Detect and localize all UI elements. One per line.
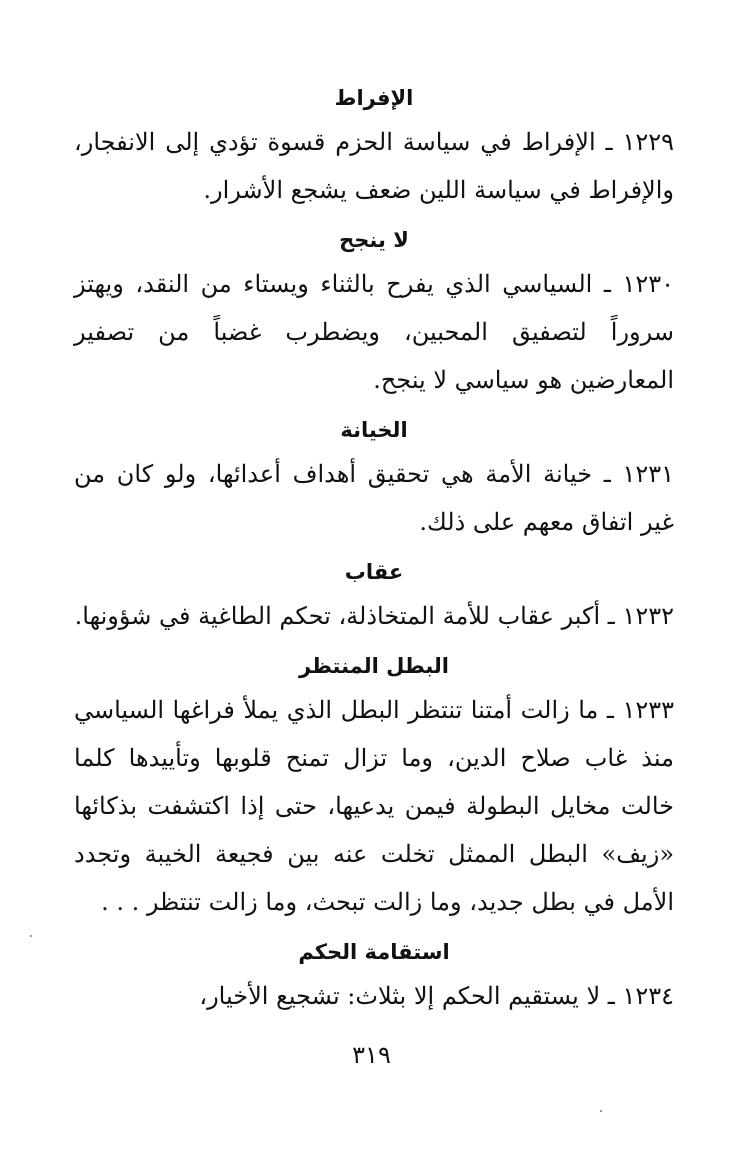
scan-speck — [600, 1110, 602, 1112]
section-iqab — [74, 552, 674, 640]
section-khiyana — [74, 410, 674, 546]
scan-speck — [30, 935, 32, 937]
section-heading: استقامة الحكم — [298, 940, 450, 964]
entry-1234: ١٢٣٤ ـ لا يستقيم الحكم إلا بثلاث: تشجيع الأخيار، — [199, 982, 674, 1010]
entry-1233: ١٢٣٣ ـ ما زالت أمتنا تنتظر البطل الذي يملأ فراغها السياسي منذ غاب صلاح الدين، وما تزال تمنح قلوبها وتأييدها كلما خالت مخايل البطولة فيمن يدعيها، حتى إذا اكتشفت بذكائها «زيف» البطل الممثل تخلت عنه بين فجيعة الخيبة وتجدد الأمل في بطل جديد، وما زالت تبحث، وما زالت تنتظر . . . — [74, 696, 674, 916]
section-ifrat — [74, 78, 674, 214]
entry-1231: ١٢٣١ ـ خيانة الأمة هي تحقيق أهداف أعدائها، ولو كان من غير اتفاق معهم على ذلك. — [74, 460, 674, 536]
section-heading: الإفراط — [334, 86, 414, 110]
section-heading: لا ينجح — [339, 228, 409, 252]
page-number: ٣١٩ — [352, 1041, 391, 1069]
section-heading: الخيانة — [340, 418, 408, 442]
section-istiqamat-alhukm — [74, 932, 674, 1020]
section-la-yanjah — [74, 220, 674, 404]
entry-1232: ١٢٣٢ ـ أكبر عقاب للأمة المتخاذلة، تحكم الطاغية في شؤونها. — [74, 602, 674, 630]
section-batal-muntazar — [74, 646, 674, 926]
book-page — [74, 78, 674, 1088]
section-heading: البطل المنتظر — [299, 654, 449, 678]
section-heading: عقاب — [344, 560, 404, 584]
entry-1229: ١٢٢٩ ـ الإفراط في سياسة الحزم قسوة تؤدي إلى الانفجار، والإفراط في سياسة اللين ضعف يشجع الأشرار. — [74, 128, 674, 204]
entry-1230: ١٢٣٠ ـ السياسي الذي يفرح بالثناء ويستاء من النقد، ويهتز سروراً لتصفيق المحبين، ويضطرب غضباً من تصفير المعارضين هو سياسي لا ينجح. — [74, 270, 674, 394]
